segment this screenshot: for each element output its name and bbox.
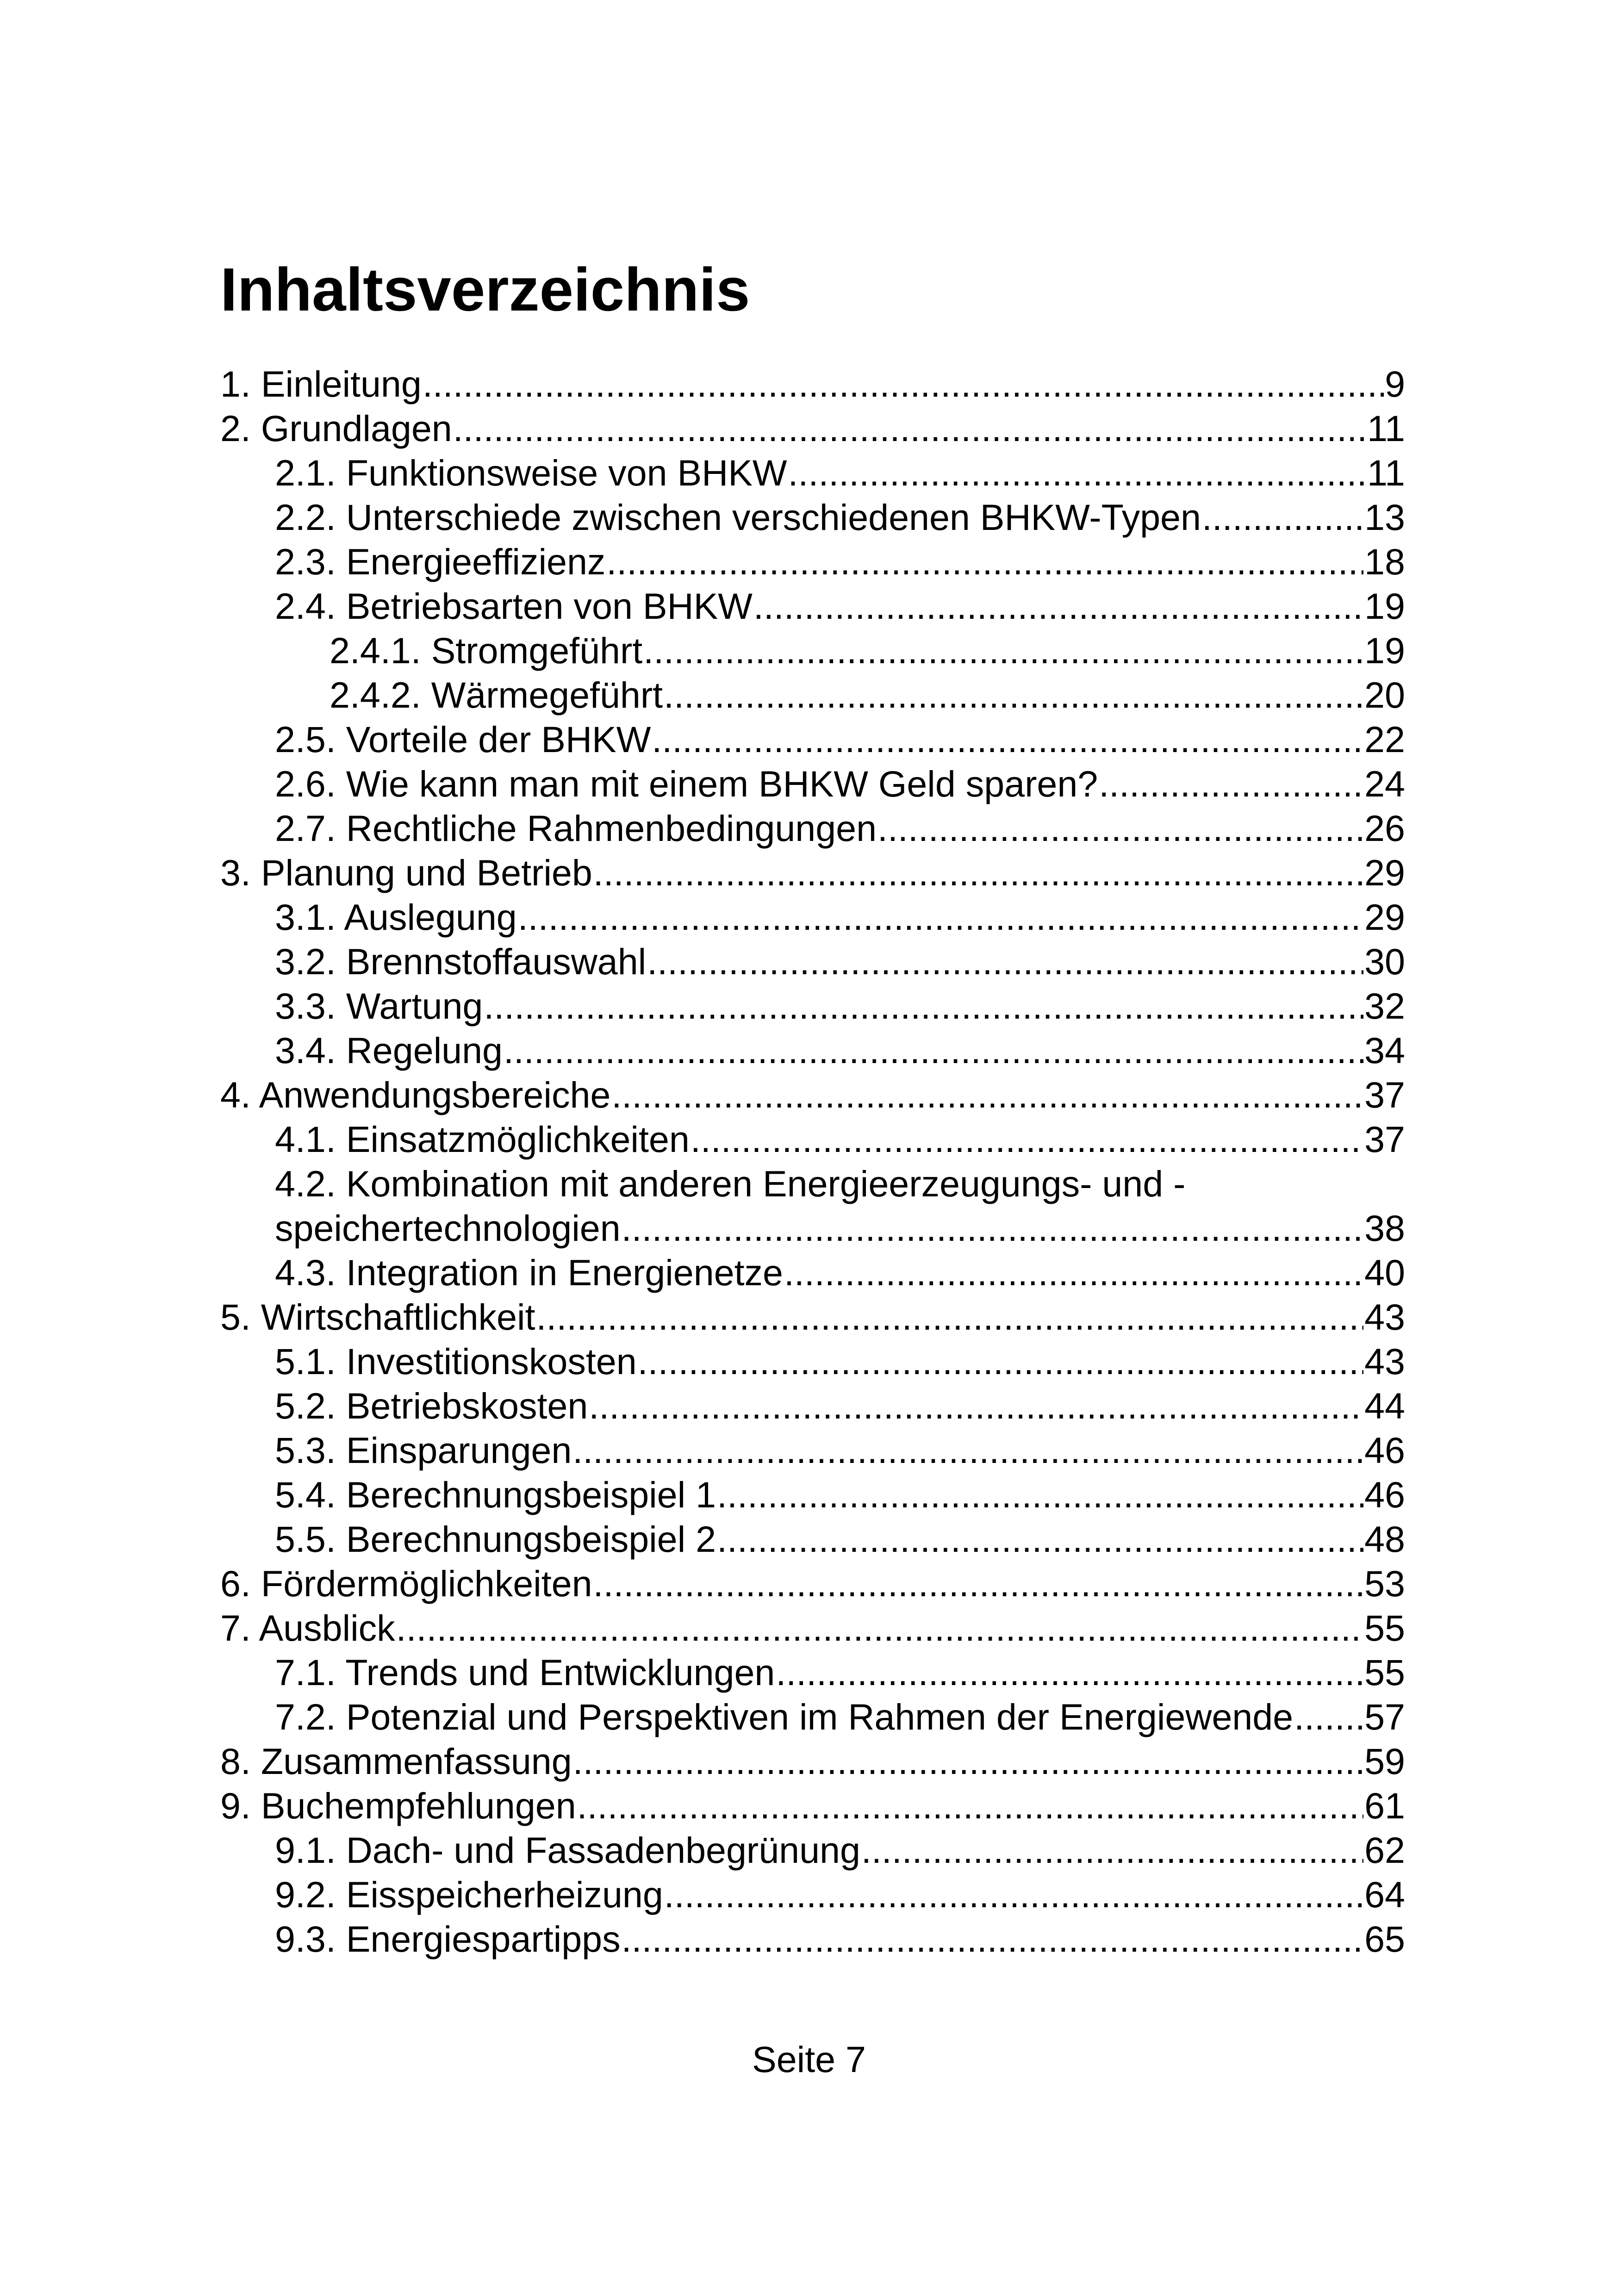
toc-leader-dots [784,1251,1363,1295]
toc-entry[interactable] [220,1739,1405,1784]
toc-entry-label: 2.4.1. Stromgeführt [330,630,643,671]
toc-entry-label: 7.1. Trends und Entwicklungen [275,1652,775,1693]
toc-leader-dots [753,584,1363,628]
toc-entry-label: 2.2. Unterschiede zwischen verschiedenen BHKW-Typen [275,497,1201,538]
toc-entry[interactable] [220,1206,1405,1251]
toc-entry-page-number: 53 [1364,1563,1405,1604]
toc-entry-page-number: 46 [1364,1430,1405,1471]
toc-entry-page-number: 65 [1364,1918,1405,1960]
toc-entry[interactable] [220,1073,1405,1117]
toc-entry[interactable] [220,940,1405,984]
toc-entry-page-number: 59 [1364,1741,1405,1782]
toc-entry[interactable] [220,628,1405,673]
toc-leader-dots [423,362,1384,406]
toc-entry-label: 1. Einleitung [220,363,422,404]
toc-entry-page-number: 9 [1385,363,1405,404]
toc-leader-dots [573,1739,1363,1784]
toc-entry-page-number: 19 [1364,630,1405,671]
toc-leader-dots [606,540,1363,584]
toc-leader-dots [776,1650,1363,1695]
toc-entry[interactable] [220,1295,1405,1339]
toc-leader-dots [453,406,1366,451]
toc-leader-dots [717,1473,1363,1517]
toc-entry-label: speichertechnologien [275,1207,621,1249]
toc-leader-dots [643,628,1363,673]
toc-entry-label: 4.3. Integration in Energienetze [275,1252,783,1293]
toc-entry-label: 2.3. Energieeffizienz [275,541,606,582]
toc-entry[interactable] [220,1517,1405,1562]
toc-leader-dots [593,851,1363,895]
toc-entry-page-number: 62 [1364,1829,1405,1871]
toc-entry-label: 9. Buchempfehlungen [220,1785,576,1826]
toc-entry[interactable] [220,1473,1405,1517]
toc-entry[interactable] [220,1828,1405,1873]
toc-entry-label: 4.2. Kombination mit anderen Energieerzeugungs- und - [275,1163,1186,1204]
toc-entry-page-number: 61 [1364,1785,1405,1826]
toc-entry-page-number: 34 [1364,1030,1405,1071]
toc-entry[interactable] [220,717,1405,762]
toc-entry-page-number: 64 [1364,1874,1405,1915]
toc-entry-label: 3.2. Brennstoffauswahl [275,941,647,982]
toc-leader-dots [577,1784,1363,1828]
toc-entry-page-number: 46 [1364,1474,1405,1515]
toc-entry-label: 5. Wirtschaftlichkeit [220,1296,535,1338]
toc-leader-dots [788,451,1366,495]
toc-leader-dots [664,1873,1363,1917]
toc-leader-dots [877,806,1363,851]
toc-leader-dots [573,1428,1363,1473]
toc-entry[interactable] [220,1650,1405,1695]
toc-entry-page-number: 19 [1364,585,1405,627]
toc-entry[interactable] [220,362,1405,406]
toc-entry-label: 9.2. Eisspeicherheizung [275,1874,663,1915]
toc-entry[interactable] [220,1784,1405,1828]
toc-entry[interactable] [220,1339,1405,1384]
table-of-contents [220,362,1405,1961]
toc-leader-dots [504,1028,1363,1073]
toc-entry[interactable] [220,1562,1405,1606]
toc-leader-dots [518,895,1363,940]
toc-entry[interactable] [220,1917,1405,1961]
toc-leader-dots [593,1562,1364,1606]
toc-entry-label: 3. Planung und Betrieb [220,852,592,893]
toc-entry-page-number: 24 [1364,763,1405,804]
toc-entry[interactable] [220,1162,1405,1206]
toc-entry[interactable] [220,851,1405,895]
toc-entry-label: 4. Anwendungsbereiche [220,1074,611,1115]
toc-leader-dots [622,1206,1363,1251]
toc-entry-label: 5.3. Einsparungen [275,1430,572,1471]
toc-entry-page-number: 29 [1364,896,1405,938]
toc-entry[interactable] [220,1251,1405,1295]
toc-entry-label: 7.2. Potenzial und Perspektiven im Rahmen der Energiewende [275,1696,1294,1737]
toc-entry-label: 3.3. Wartung [275,985,483,1027]
toc-entry-page-number: 11 [1367,408,1405,449]
toc-entry-page-number: 38 [1364,1207,1405,1249]
toc-leader-dots [652,717,1363,762]
toc-entry-page-number: 29 [1364,852,1405,893]
toc-leader-dots [717,1517,1363,1562]
toc-entry-page-number: 11 [1367,452,1405,493]
toc-leader-dots [484,984,1363,1028]
toc-entry-label: 2.7. Rechtliche Rahmenbedingungen [275,808,877,849]
toc-entry-label: 5.5. Berechnungsbeispiel 2 [275,1518,716,1560]
toc-entry[interactable] [220,495,1405,540]
toc-entry-page-number: 55 [1364,1652,1405,1693]
toc-entry-page-number: 37 [1364,1074,1405,1115]
toc-entry[interactable] [220,1384,1405,1428]
toc-entry-label: 2.4.2. Wärmegeführt [330,674,663,716]
toc-entry[interactable] [220,1695,1405,1739]
toc-leader-dots [536,1295,1363,1339]
toc-entry-page-number: 48 [1364,1518,1405,1560]
toc-entry[interactable] [220,895,1405,940]
toc-leader-dots [1294,1695,1363,1739]
toc-entry-page-number: 55 [1364,1607,1405,1649]
toc-entry-page-number: 32 [1364,985,1405,1027]
toc-entry[interactable] [220,762,1405,806]
toc-entry-label: 9.1. Dach- und Fassadenbegrünung [275,1829,860,1871]
toc-entry-label: 5.4. Berechnungsbeispiel 1 [275,1474,716,1515]
toc-entry-label: 2.6. Wie kann man mit einem BHKW Geld sparen? [275,763,1098,804]
toc-entry[interactable] [220,1028,1405,1073]
toc-entry[interactable] [220,1606,1405,1650]
toc-entry-page-number: 20 [1364,674,1405,716]
toc-leader-dots [664,673,1363,717]
toc-leader-dots [1099,762,1363,806]
toc-leader-dots [691,1117,1363,1162]
toc-entry-label: 7. Ausblick [220,1607,395,1649]
toc-entry[interactable] [220,984,1405,1028]
toc-entry[interactable] [220,451,1405,495]
toc-leader-dots [589,1384,1363,1428]
toc-entry-page-number: 37 [1364,1119,1405,1160]
toc-entry-label: 6. Fördermöglichkeiten [220,1563,592,1604]
toc-entry-page-number: 22 [1364,719,1405,760]
toc-entry-label: 5.1. Investitionskosten [275,1341,637,1382]
toc-leader-dots [611,1073,1363,1117]
toc-entry-label: 3.1. Auslegung [275,896,517,938]
toc-entry-label: 5.2. Betriebskosten [275,1385,588,1426]
toc-entry[interactable] [220,1117,1405,1162]
toc-entry-page-number: 43 [1364,1296,1405,1338]
toc-leader-dots [396,1606,1363,1650]
toc-entry[interactable] [220,406,1405,451]
page-number-footer: Seite 7 [752,2039,866,2080]
toc-entry-label: 3.4. Regelung [275,1030,503,1071]
toc-entry[interactable] [220,1873,1405,1917]
toc-entry-label: 2.4. Betriebsarten von BHKW [275,585,753,627]
toc-entry-label: 4.1. Einsatzmöglichkeiten [275,1119,690,1160]
toc-leader-dots [647,940,1363,984]
toc-entry-page-number: 43 [1364,1341,1405,1382]
toc-entry[interactable] [220,673,1405,717]
toc-entry-page-number: 44 [1364,1385,1405,1426]
toc-leader-dots [638,1339,1363,1384]
page-title: Inhaltsverzeichnis [220,255,750,324]
toc-entry-page-number: 26 [1364,808,1405,849]
toc-entry-page-number: 18 [1364,541,1405,582]
toc-entry[interactable] [220,1428,1405,1473]
toc-entry[interactable] [220,806,1405,851]
toc-leader-dots [622,1917,1364,1961]
toc-entry[interactable] [220,540,1405,584]
toc-entry-page-number: 30 [1364,941,1405,982]
toc-entry-page-number: 13 [1364,497,1405,538]
toc-entry[interactable] [220,584,1405,628]
toc-entry-label: 9.3. Energiespartipps [275,1918,621,1960]
toc-entry-page-number: 40 [1364,1252,1405,1293]
toc-entry-label: 2.1. Funktionsweise von BHKW [275,452,787,493]
toc-leader-dots [861,1828,1363,1873]
toc-entry-label: 8. Zusammenfassung [220,1741,572,1782]
toc-leader-dots [1202,495,1363,540]
toc-entry-page-number: 57 [1364,1696,1405,1737]
toc-entry-label: 2.5. Vorteile der BHKW [275,719,651,760]
toc-entry-label: 2. Grundlagen [220,408,452,449]
